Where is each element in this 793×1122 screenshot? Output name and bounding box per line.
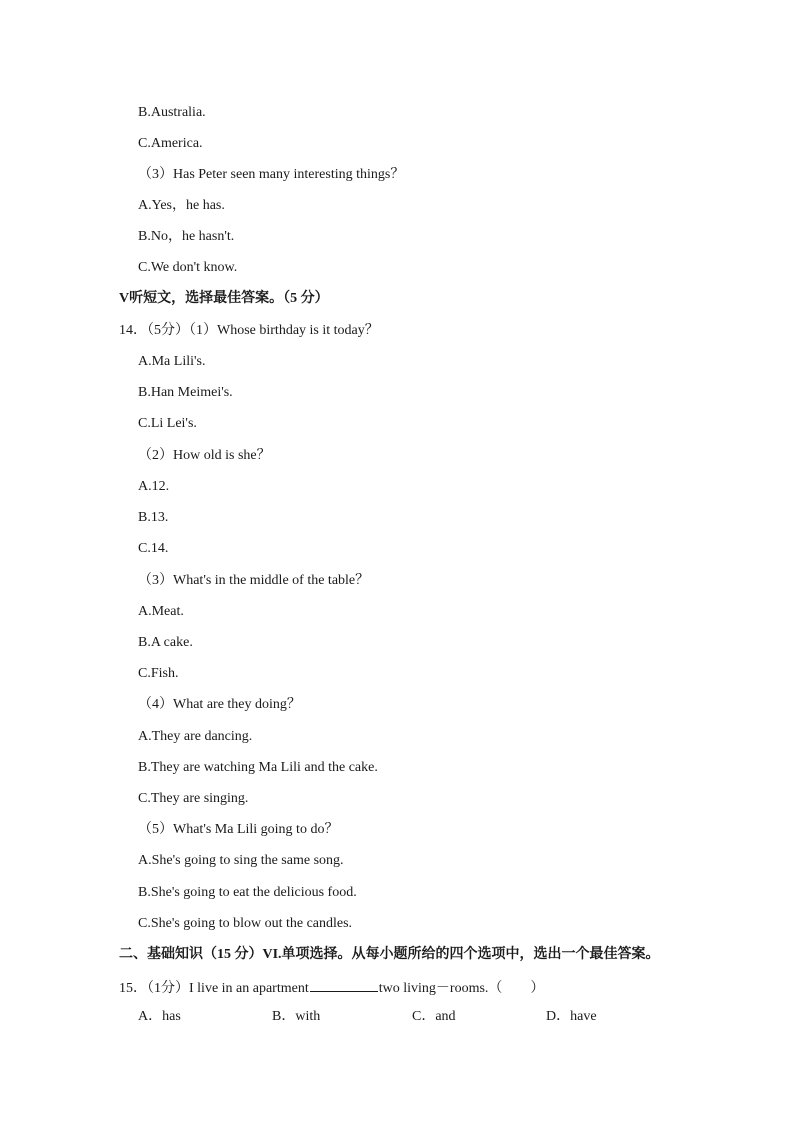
sub-question-4: （4）What are they doing？: [138, 697, 301, 712]
option-c: C.America.: [138, 136, 203, 151]
option-c: C.Fish.: [138, 666, 179, 681]
question-15-suffix: two living－rooms.（ ）: [378, 981, 545, 996]
option-a: A.12.: [138, 479, 170, 494]
option-c: C.14.: [138, 541, 169, 556]
section-heading: 二、基础知识（15 分）VI.单项选择。从每小题所给的四个选项中，选出一个最佳答案。: [119, 947, 660, 962]
option-a: A.Yes，he has.: [138, 198, 225, 213]
choice-c: C．and: [412, 1009, 456, 1024]
option-c: C.She's going to blow out the candles.: [138, 916, 353, 931]
option-b: B.13.: [138, 510, 169, 525]
option-b: B.Han Meimei's.: [138, 385, 233, 400]
sub-question-5: （5）What's Ma Lili going to do？: [138, 822, 339, 837]
option-a: A.She's going to sing the same song.: [138, 853, 344, 868]
sub-question-2: （2）How old is she？: [138, 448, 271, 463]
option-b: B.She's going to eat the delicious food.: [138, 885, 357, 900]
section-heading: V听短文，选择最佳答案。（5 分）: [119, 291, 329, 306]
choice-a: A．has: [138, 1009, 181, 1024]
option-b: B.Australia.: [138, 105, 206, 120]
question-15-prefix: 15．（1分）I live in an apartment: [119, 981, 309, 996]
answer-blank: [310, 977, 378, 992]
option-a: A.Ma Lili's.: [138, 354, 206, 369]
option-c: C.We don't know.: [138, 260, 238, 275]
question-14: 14．（5分）（1）Whose birthday is it today？: [119, 323, 379, 338]
choice-b: B．with: [272, 1009, 321, 1024]
sub-question-3: （3）What's in the middle of the table？: [138, 573, 370, 588]
sub-question-3: （3）Has Peter seen many interesting things？: [138, 167, 405, 182]
option-b: B.No，he hasn't.: [138, 229, 235, 244]
option-c: C.They are singing.: [138, 791, 249, 806]
option-b: B.A cake.: [138, 635, 193, 650]
choice-d: D．have: [546, 1009, 597, 1024]
option-b: B.They are watching Ma Lili and the cake.: [138, 760, 378, 775]
option-a: A.Meat.: [138, 604, 184, 619]
option-a: A.They are dancing.: [138, 729, 253, 744]
question-15: [119, 977, 544, 998]
option-c: C.Li Lei's.: [138, 416, 197, 431]
